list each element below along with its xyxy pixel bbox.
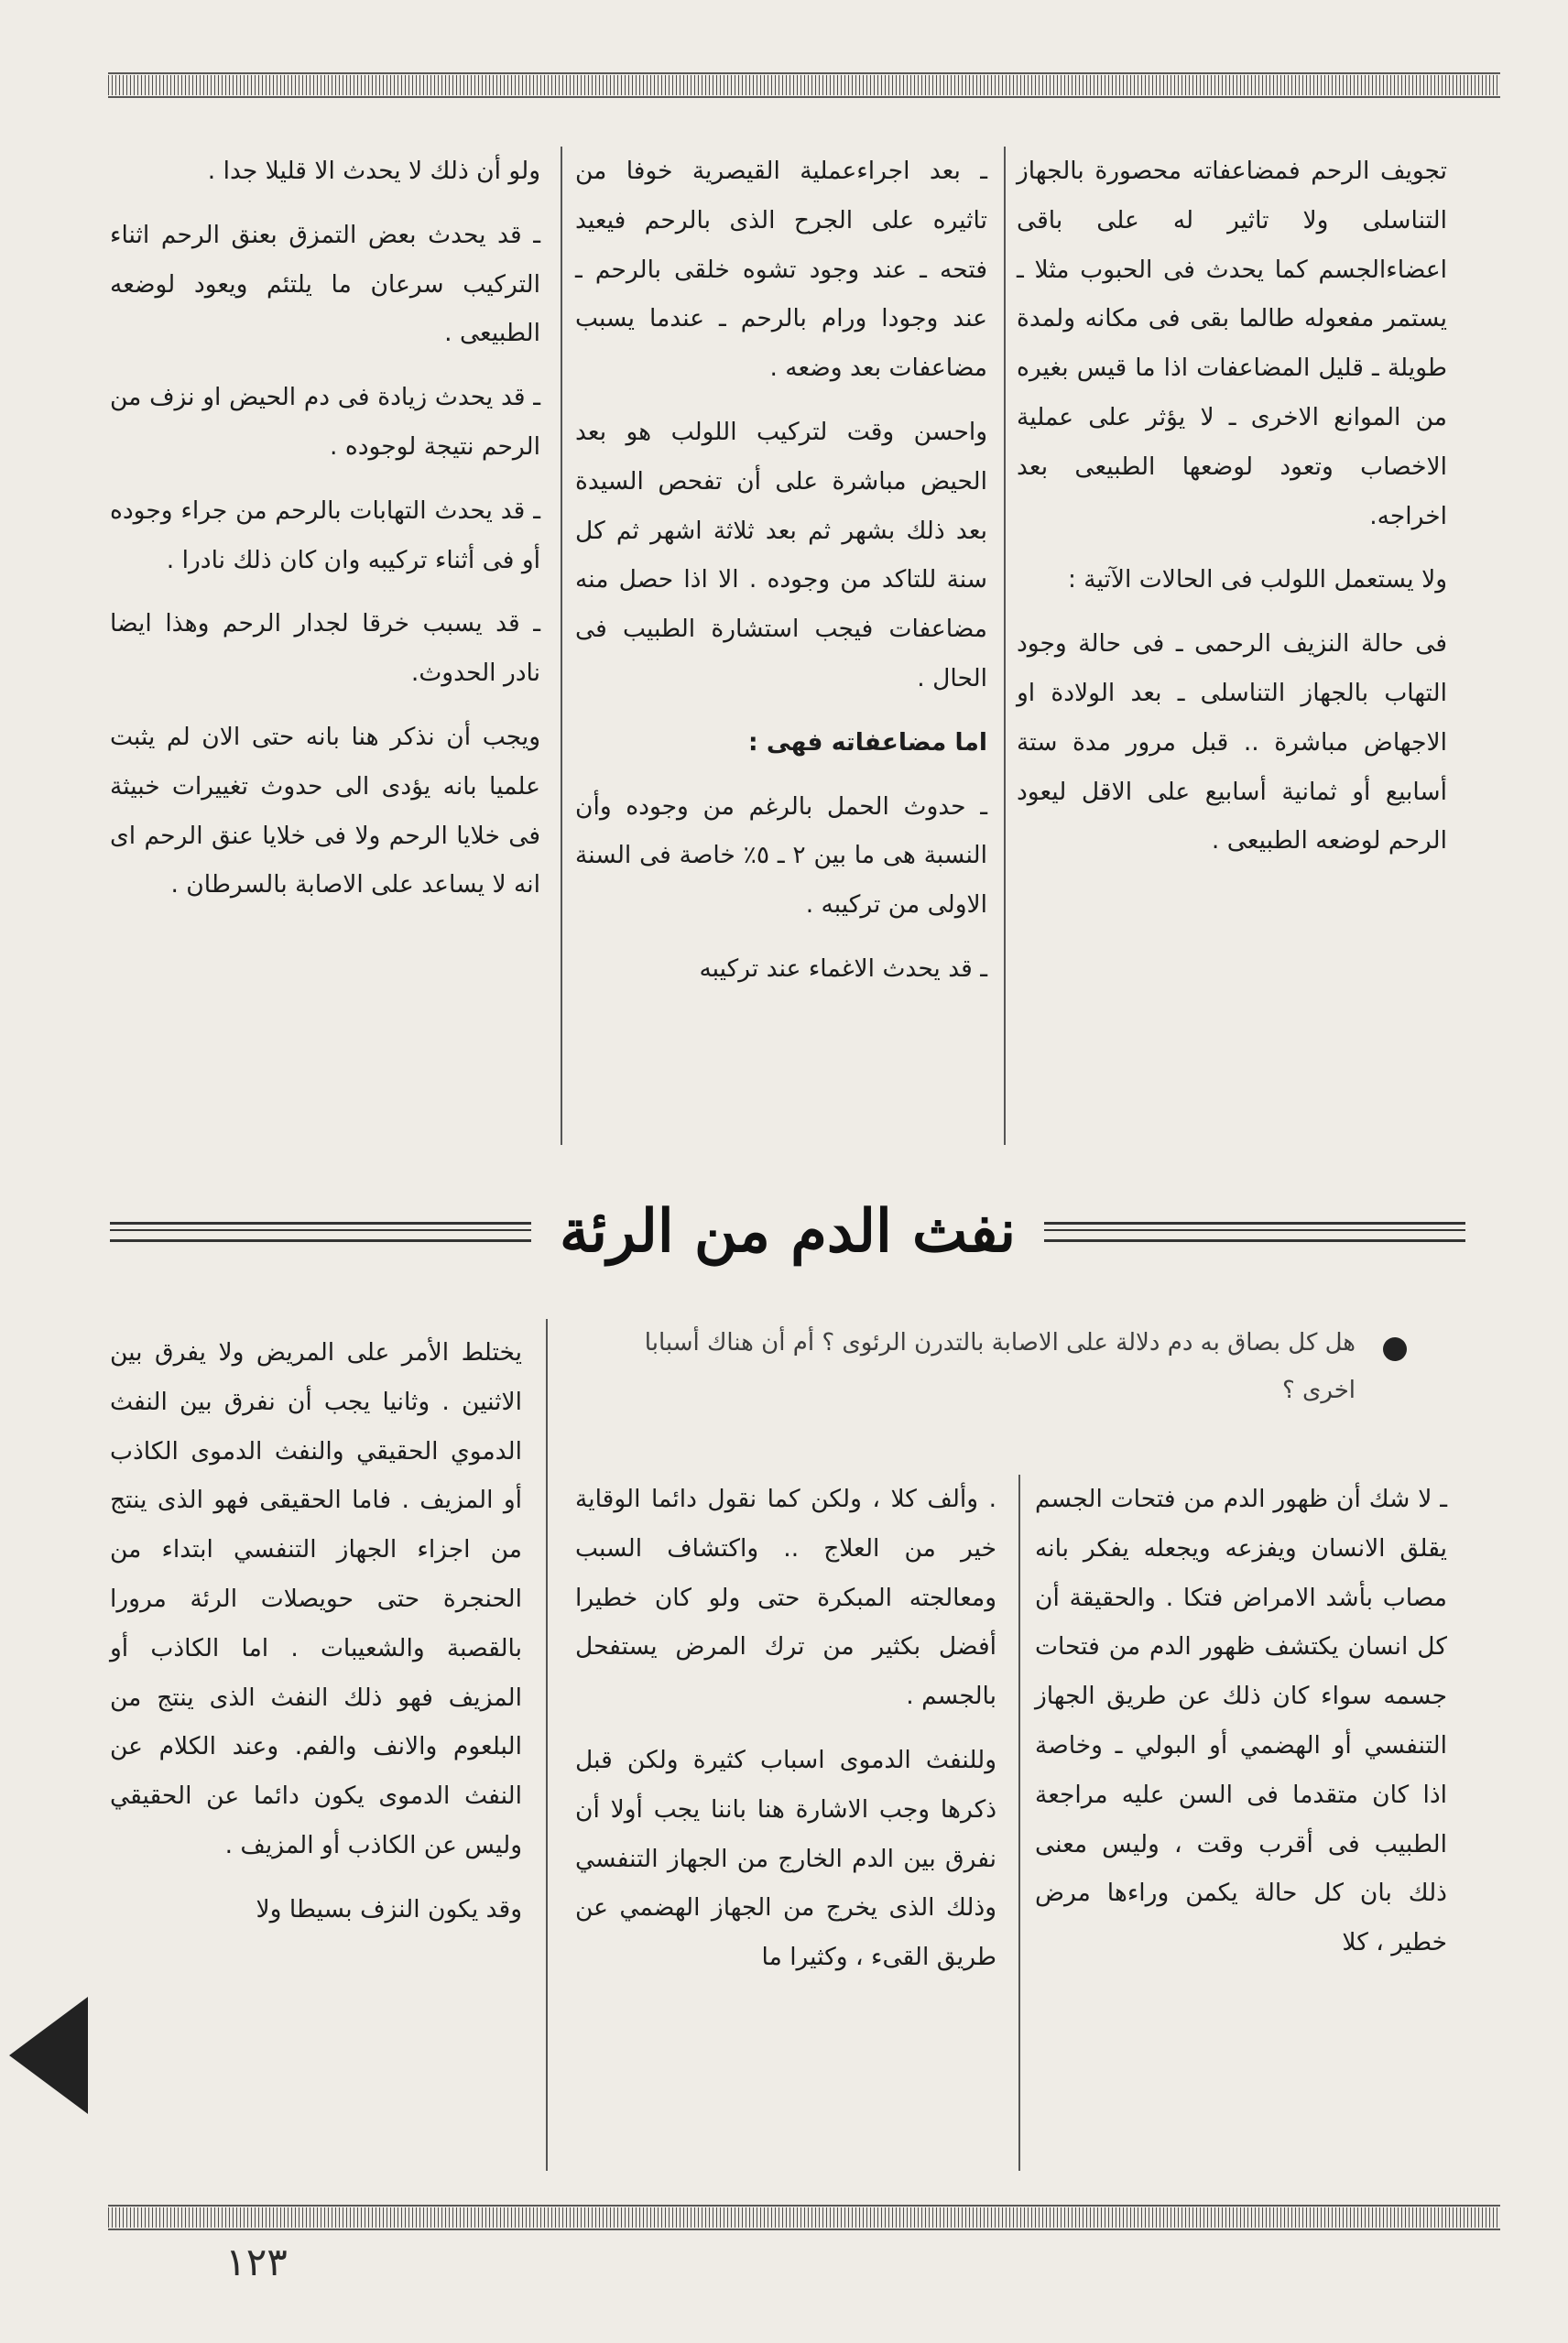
column-divider xyxy=(561,147,562,1145)
paragraph: واحسن وقت لتركيب اللولب هو بعد الحيض مباشرة على أن تفحص السيدة بعد ذلك بشهر ثم بعد ثلاثة اشهر ثم كل سنة للتاكد من وجوده . الا اذا حصل منه مضاعفات فيجب استشارة الطبيب فى الحال . xyxy=(575,417,987,692)
next-page-arrow-icon xyxy=(9,1997,88,2114)
top-column-right xyxy=(1017,147,1447,880)
paragraph: ولو أن ذلك لا يحدث الا قليلا جدا . xyxy=(207,157,540,185)
paragraph: ـ قد يسبب خرقا لجدار الرحم وهذا ايضا نادر الحدوث. xyxy=(110,609,540,688)
bottom-column-left xyxy=(110,1328,522,1949)
article-headline: نفث الدم من الرئة xyxy=(559,1197,1017,1266)
paragraph: ـ قد يحدث بعض التمزق بعنق الرحم اثناء التركيب سرعان ما يلتئم ويعود لوضعه الطبيعى . xyxy=(110,220,540,348)
top-column-middle xyxy=(575,147,987,1008)
bottom-column-right xyxy=(1035,1475,1447,1982)
question-intro: هل كل بصاق به دم دلالة على الاصابة بالتدرن الرئوى ؟ أم أن هناك أسبابا اخرى ؟ xyxy=(644,1329,1356,1404)
bottom-column-middle xyxy=(575,1475,996,1997)
paragraph: ويجب أن نذكر هنا بانه حتى الان لم يثبت علميا بانه يؤدى الى حدوث تغييرات خبيثة فى خلايا الرحم ولا فى خلايا عنق الرحم اى انه لا يساعد على الاصابة بالسرطان . xyxy=(110,722,540,899)
top-column-left xyxy=(110,147,540,924)
paragraph: وقد يكون النزف بسيطا ولا xyxy=(256,1894,522,1923)
column-divider xyxy=(1018,1475,1020,2171)
top-decorative-rule xyxy=(108,75,1500,95)
bottom-decorative-rule xyxy=(108,2207,1500,2228)
page-number: ١٢٣ xyxy=(225,2239,288,2284)
paragraph: اما مضاعفاته فهى : xyxy=(748,727,987,757)
column-divider xyxy=(546,1319,548,2171)
paragraph: ـ بعد اجراءعملية القيصرية خوفا من تاثيره على الجرح الذى بالرحم فيعيد فتحه ـ عند وجود تشوه خلقى بالرحم ـ عند وجودا ورام بالرحم ـ عندما يسبب مضاعفات بعد وضعه . xyxy=(575,157,987,383)
paragraph: فى حالة النزيف الرحمى ـ فى حالة وجود التهاب بالجهاز التناسلى ـ بعد الولادة او الاجهاض مباشرة .. قبل مرور مدة ستة أسابيع أو ثمانية أسابيع على الاقل ليعود الرحم لوضعه الطبيعى . xyxy=(1017,629,1447,855)
headline-rule-right xyxy=(1044,1222,1465,1242)
headline-rule-left xyxy=(110,1222,531,1242)
paragraph: تجويف الرحم فمضاعفاته محصورة بالجهاز التناسلى ولا تاثير له على باقى اعضاءالجسم كما يحدث فى الحبوب مثلا ـ يستمر مفعوله طالما بقى فى مكانه ولمدة طويلة ـ قليل المضاعفات اذا ما قيس بغيره من الموانع الاخرى ـ لا يؤثر على عملية الاخصاب وتعود لوضعها الطبيعى بعد اخراجه. xyxy=(1017,157,1447,530)
paragraph: . وألف كلا ، ولكن كما نقول دائما الوقاية خير من العلاج .. واكتشاف السبب ومعالجته المبكرة حتى ولو كان خطيرا أفضل بكثير من ترك المرض يستفحل بالجسم . xyxy=(575,1485,996,1711)
paragraph: ـ قد يحدث الاغماء عند تركيبه xyxy=(699,954,987,983)
paragraph: ـ حدوث الحمل بالرغم من وجوده وأن النسبة هى ما بين ٢ ـ ٥٪ خاصة فى السنة الاولى من تركيبه . xyxy=(575,791,987,920)
paragraph: ـ قد يحدث التهابات بالرحم من جراء وجوده أو فى أثناء تركيبه وان كان ذلك نادرا . xyxy=(110,496,540,574)
paragraph: يختلط الأمر على المريض ولا يفرق بين الاثنين . وثانيا يجب أن نفرق بين النفث الدموي الحقيقي والنفث الدموى الكاذب أو المزيف . فاما الحقيقى فهو الذى ينتج من اجزاء الجهاز التنفسي ابتداء من الحنجرة حتى حويصلات الرئة مرورا بالقصبة والشعيبات . اما الكاذب أو المزيف فهو ذلك النفث الذى ينتج من البلعوم والانف والفم. وعند الكلام عن النفث الدموى يكون دائما عن الحقيقي وليس عن الكاذب أو المزيف . xyxy=(110,1338,522,1859)
paragraph: ولا يستعمل اللولب فى الحالات الآتية : xyxy=(1067,565,1447,594)
paragraph: وللنفث الدموى اسباب كثيرة ولكن قبل ذكرها وجب الاشارة هنا باننا يجب أولا أن نفرق بين الدم الخارج من الجهاز التنفسي وذلك الذى يخرج من الجهاز الهضمي عن طريق القىء ، وكثيرا ما xyxy=(575,1745,996,1972)
paragraph: ـ قد يحدث زيادة فى دم الحيض او نزف من الرحم نتيجة لوجوده . xyxy=(110,383,540,461)
column-divider xyxy=(1004,147,1006,1145)
paragraph: ـ لا شك أن ظهور الدم من فتحات الجسم يقلق الانسان ويفزعه ويجعله يفكر بانه مصاب بأشد الامراض فتكا . والحقيقة أن كل انسان يكتشف ظهور الدم من فتحات جسمه سواء كان ذلك عن طريق الجهاز التنفسي أو الهضمي أو البولي ـ وخاصة اذا كان متقدما فى السن عليه مراجعة الطبيب فى أقرب وقت ، وليس معنى ذلك بان كل حالة يكمن وراءها مرض خطير ، كلا xyxy=(1035,1485,1447,1957)
